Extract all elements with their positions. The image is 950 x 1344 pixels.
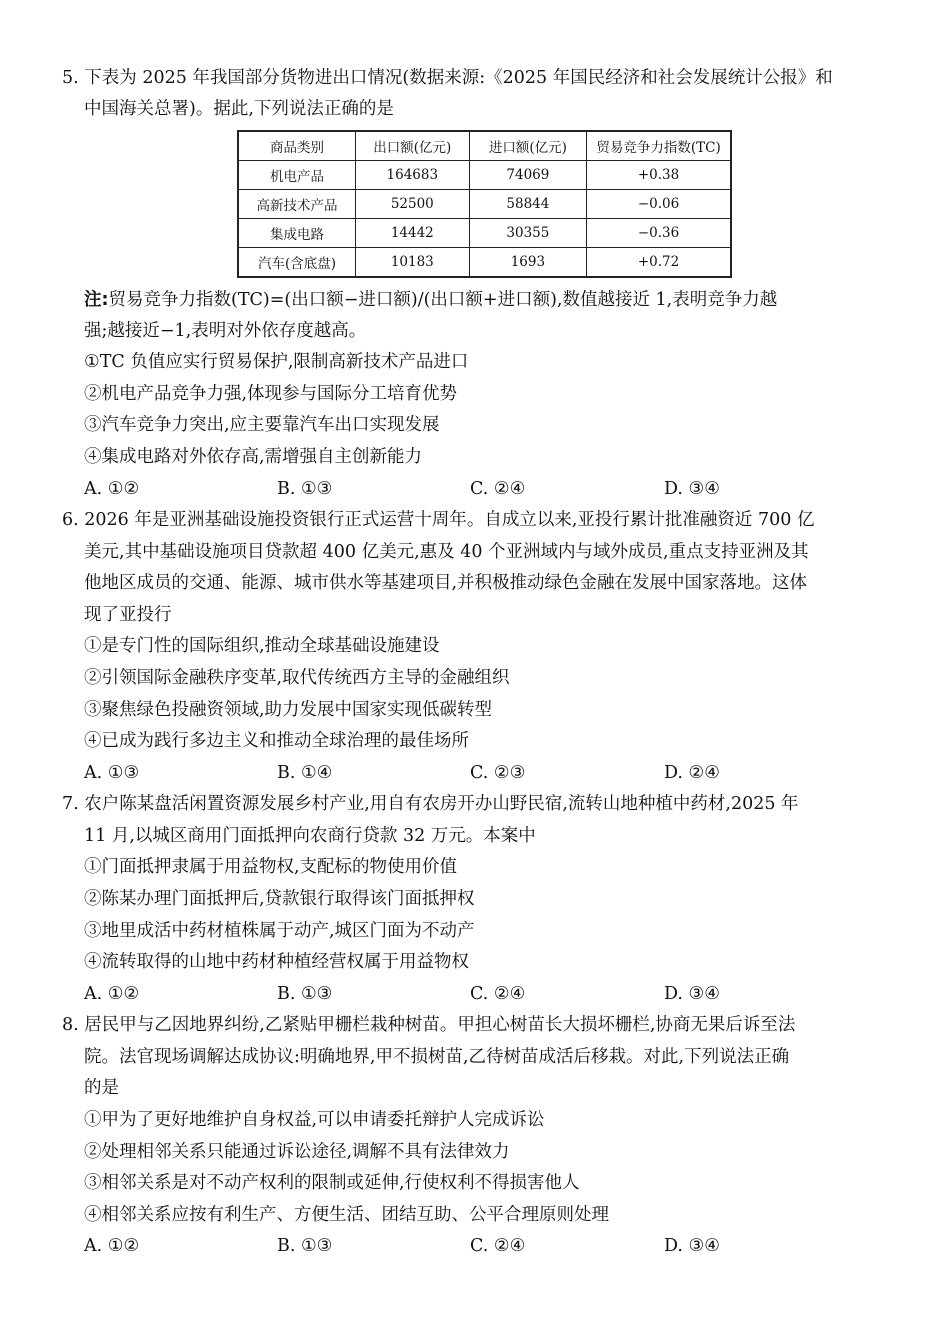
q5-option-4: ④集成电路对外依存高,需增强自主创新能力 xyxy=(84,447,423,467)
q8-option-2: ②处理相邻关系只能通过诉讼途径,调解不具有法律效力 xyxy=(84,1142,510,1162)
trade-table xyxy=(237,130,732,278)
q7-option-3: ③地里成活中药材植株属于动产,城区门面为不动产 xyxy=(84,921,475,941)
table-cell: 52500 xyxy=(355,190,469,219)
table-row xyxy=(238,161,731,190)
table-header-cell: 出口额(亿元) xyxy=(355,131,469,161)
choice-c[interactable]: C. ②④ xyxy=(470,1236,526,1256)
choice-a[interactable]: A. ①② xyxy=(84,1236,140,1256)
q6-option-2: ②引领国际金融秩序变革,取代传统西方主导的金融组织 xyxy=(84,668,510,688)
table-cell: 高新技术产品 xyxy=(238,190,355,219)
table-row xyxy=(238,190,731,219)
choice-d[interactable]: D. ②④ xyxy=(664,763,720,783)
table-cell: 74069 xyxy=(469,161,586,190)
table-cell: 汽车(含底盘) xyxy=(238,248,355,278)
table-cell: +0.38 xyxy=(587,161,731,190)
q5-choices xyxy=(84,477,884,501)
choice-b[interactable]: B. ①④ xyxy=(277,763,333,783)
q6-stem-line1: 6. 2026 年是亚洲基础设施投资银行正式运营十周年。自成立以来,亚投行累计批准融资近 700 亿 xyxy=(62,510,815,530)
table-header-cell: 进口额(亿元) xyxy=(469,131,586,161)
choice-b[interactable]: B. ①③ xyxy=(277,479,333,499)
choice-d[interactable]: D. ③④ xyxy=(664,479,720,499)
q6-option-1: ①是专门性的国际组织,推动全球基础设施建设 xyxy=(84,636,440,656)
q5-note-line2: 强;越接近−1,表明对外依存度越高。 xyxy=(84,321,367,341)
q7-stem-line2: 11 月,以城区商用门面抵押向农商行贷款 32 万元。本案中 xyxy=(84,826,536,846)
q8-stem-line2: 院。法官现场调解达成协议:明确地界,甲不损树苗,乙待树苗成活后移栽。对此,下列说法正确 xyxy=(84,1047,790,1067)
q5-stem-line2: 中国海关总署)。据此,下列说法正确的是 xyxy=(84,99,394,119)
q5-option-1: ①TC 负值应实行贸易保护,限制高新技术产品进口 xyxy=(84,352,469,372)
choice-a[interactable]: A. ①③ xyxy=(84,763,140,783)
q8-option-3: ③相邻关系是对不动产权利的限制或延伸,行使权利不得损害他人 xyxy=(84,1173,580,1193)
choice-a[interactable]: A. ①② xyxy=(84,479,140,499)
table-cell: 30355 xyxy=(469,219,586,248)
choice-c[interactable]: C. ②④ xyxy=(470,479,526,499)
choice-b[interactable]: B. ①③ xyxy=(277,984,333,1004)
table-cell: 164683 xyxy=(355,161,469,190)
q5-option-3: ③汽车竞争力突出,应主要靠汽车出口实现发展 xyxy=(84,415,440,435)
table-row xyxy=(238,248,731,278)
q7-option-2: ②陈某办理门面抵押后,贷款银行取得该门面抵押权 xyxy=(84,889,475,909)
table-cell: 58844 xyxy=(469,190,586,219)
table-cell: 14442 xyxy=(355,219,469,248)
table-cell: −0.36 xyxy=(587,219,731,248)
q5-option-2: ②机电产品竞争力强,体现参与国际分工培育优势 xyxy=(84,384,458,404)
q7-choices xyxy=(84,982,884,1006)
q6-stem-line3: 他地区成员的交通、能源、城市供水等基建项目,并积极推动绿色金融在发展中国家落地。这体 xyxy=(84,573,808,593)
q6-stem-line4: 现了亚投行 xyxy=(84,605,172,625)
table-cell: 机电产品 xyxy=(238,161,355,190)
note-text: 贸易竞争力指数(TC)=(出口额−进口额)/(出口额+进口额),数值越接近 1,表明竞争力越 xyxy=(108,290,778,310)
q7-stem-line1: 7. 农户陈某盘活闲置资源发展乡村产业,用自有农房开办山野民宿,流转山地种植中药材,2025 年 xyxy=(62,794,799,814)
q7-option-4: ④流转取得的山地中药材种植经营权属于用益物权 xyxy=(84,952,469,972)
q8-option-4: ④相邻关系应按有利生产、方便生活、团结互助、公平合理原则处理 xyxy=(84,1205,609,1225)
q6-stem-line2: 美元,其中基础设施项目贷款超 400 亿美元,惠及 40 个亚洲域内与域外成员,重点支持亚洲及其 xyxy=(84,542,809,562)
q8-stem-line1: 8. 居民甲与乙因地界纠纷,乙紧贴甲栅栏栽种树苗。甲担心树苗长大损坏栅栏,协商无果后诉至法 xyxy=(62,1015,796,1035)
q8-option-1: ①甲为了更好地维护自身权益,可以申请委托辩护人完成诉讼 xyxy=(84,1110,545,1130)
note-label: 注: xyxy=(84,290,109,310)
q6-option-3: ③聚焦绿色投融资领域,助力发展中国家实现低碳转型 xyxy=(84,700,493,720)
table-header-row xyxy=(238,131,731,161)
q5-note-line1 xyxy=(84,288,777,312)
q7-option-1: ①门面抵押隶属于用益物权,支配标的物使用价值 xyxy=(84,857,458,877)
q6-option-4: ④已成为践行多边主义和推动全球治理的最佳场所 xyxy=(84,731,469,751)
q6-choices xyxy=(84,761,884,785)
choice-a[interactable]: A. ①② xyxy=(84,984,140,1004)
q5-stem-line1: 5. 下表为 2025 年我国部分货物进出口情况(数据来源:《2025 年国民经济和社会发展统计公报》和 xyxy=(62,68,833,88)
q8-choices xyxy=(84,1234,884,1258)
table-cell: 集成电路 xyxy=(238,219,355,248)
choice-d[interactable]: D. ③④ xyxy=(664,984,720,1004)
q8-stem-line3: 的是 xyxy=(84,1078,119,1098)
table-cell: 10183 xyxy=(355,248,469,278)
table-row xyxy=(238,219,731,248)
table-cell: +0.72 xyxy=(587,248,731,278)
choice-c[interactable]: C. ②④ xyxy=(470,984,526,1004)
table-header-cell: 商品类别 xyxy=(238,131,355,161)
choice-b[interactable]: B. ①③ xyxy=(277,1236,333,1256)
table-cell: −0.06 xyxy=(587,190,731,219)
table-header-cell: 贸易竞争力指数(TC) xyxy=(587,131,731,161)
table-cell: 1693 xyxy=(469,248,586,278)
choice-d[interactable]: D. ③④ xyxy=(664,1236,720,1256)
choice-c[interactable]: C. ②③ xyxy=(470,763,526,783)
